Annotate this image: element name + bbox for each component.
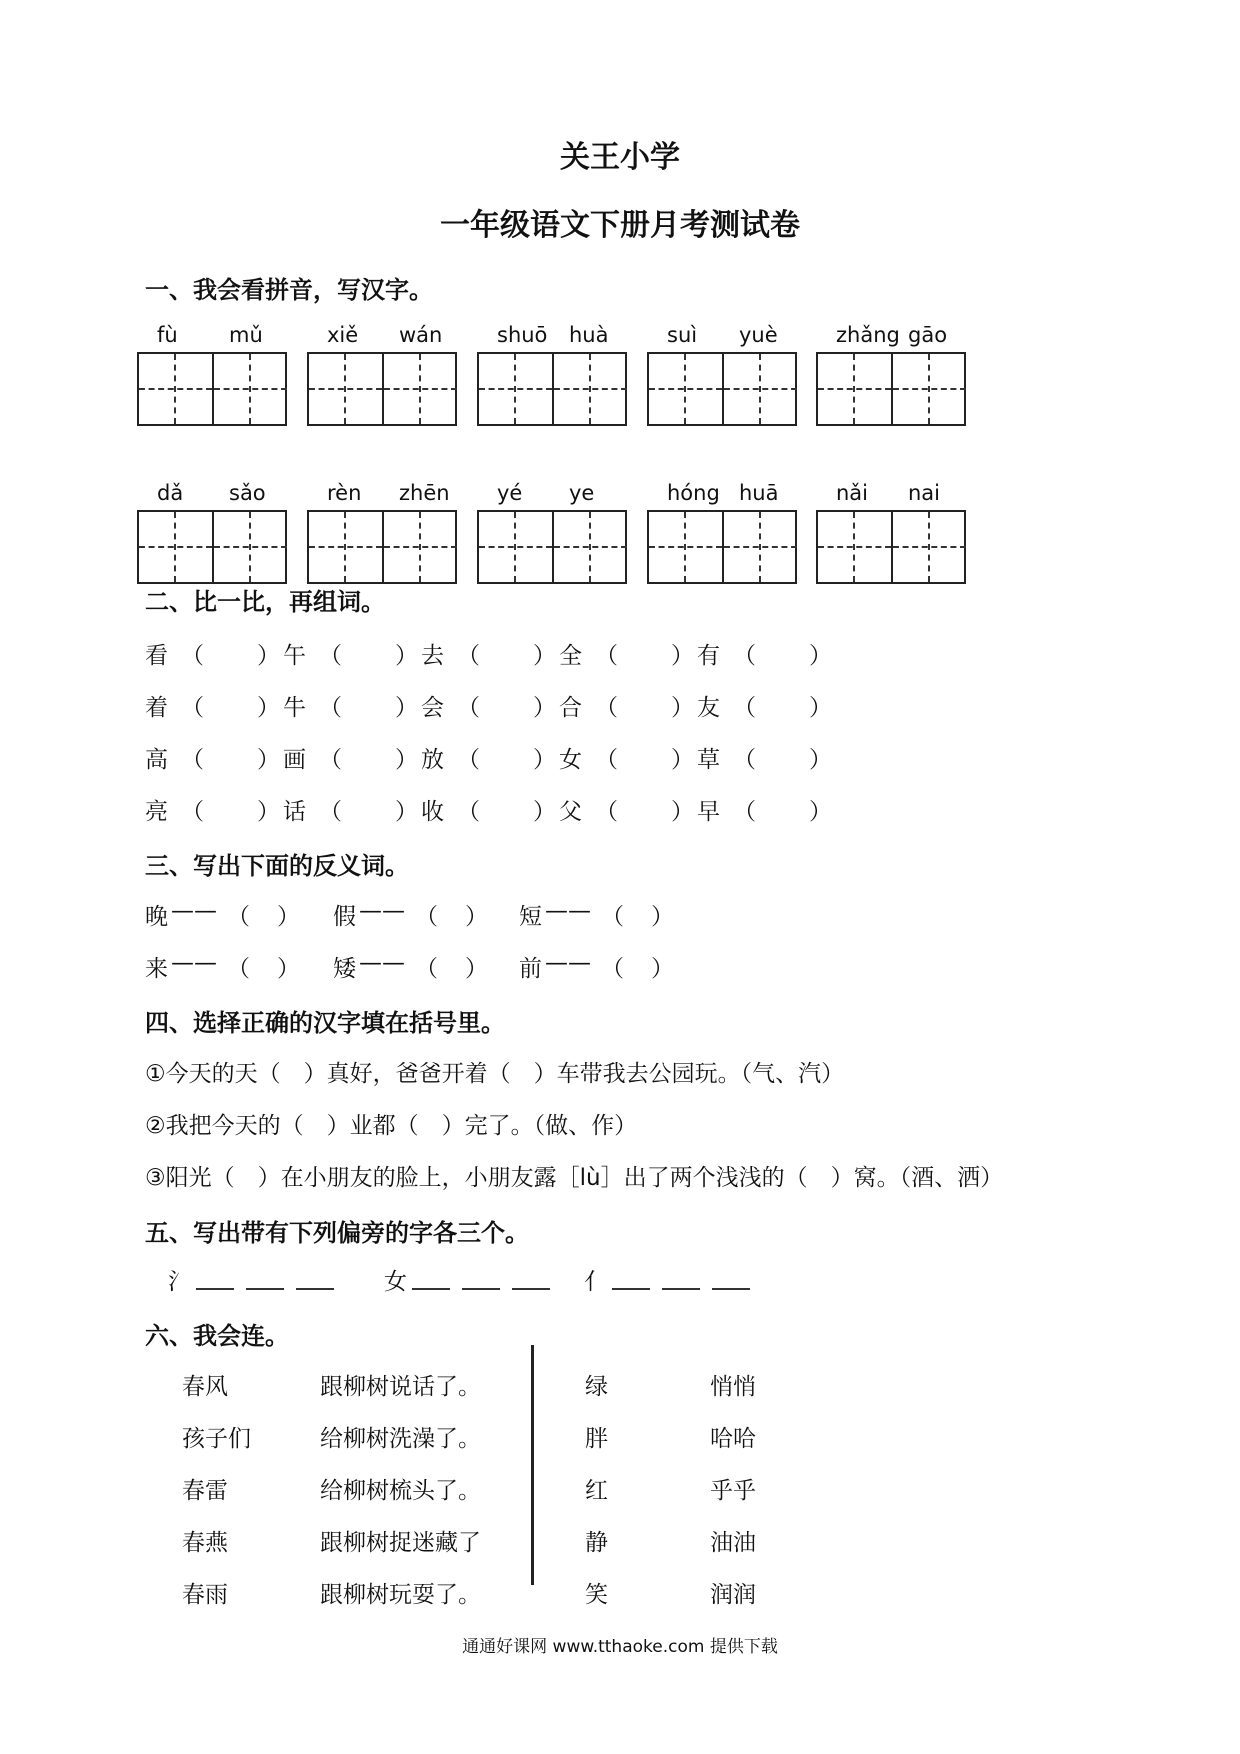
open-paren: （ — [457, 643, 480, 669]
grid-guide-v — [853, 512, 855, 582]
grid-cell — [139, 512, 212, 582]
match-subject: 春风 — [182, 1374, 228, 1400]
grid-cell — [893, 354, 966, 424]
grid-cell — [554, 354, 627, 424]
open-paren: （ — [319, 695, 342, 721]
pinyin-label: xiě — [327, 323, 359, 347]
close-paren: ） — [257, 643, 280, 669]
section-3-heading: 三、写出下面的反义词。 — [145, 852, 409, 880]
char-label: 话 — [283, 799, 306, 825]
open-paren: （ — [415, 956, 438, 982]
close-paren: ） — [809, 747, 832, 773]
close-paren: ） — [533, 643, 556, 669]
section-1-heading: 一、我会看拼音，写汉字。 — [145, 276, 433, 304]
open-paren: （ — [227, 956, 250, 982]
answer-blank[interactable] — [512, 1288, 550, 1290]
pinyin-label: yé — [497, 481, 523, 505]
grid-cell — [893, 512, 966, 582]
grid-guide-v — [419, 354, 421, 424]
grid-guide-v — [249, 354, 251, 424]
close-paren: ） — [809, 695, 832, 721]
close-paren: ） — [533, 747, 556, 773]
grid-cell — [384, 512, 457, 582]
match-adjective: 胖 — [585, 1426, 608, 1452]
grid-cell — [724, 354, 797, 424]
char-label: 放 — [421, 747, 444, 773]
writing-grid[interactable] — [137, 352, 287, 426]
antonym-char: 矮 — [333, 956, 356, 982]
match-subject: 春雨 — [182, 1582, 228, 1608]
close-paren: ） — [809, 643, 832, 669]
open-paren: （ — [319, 643, 342, 669]
pinyin-label: sǎo — [229, 481, 266, 505]
antonym-char: 来 — [145, 956, 168, 982]
writing-grid[interactable] — [816, 510, 966, 584]
answer-blank[interactable] — [712, 1288, 750, 1290]
writing-grid[interactable] — [137, 510, 287, 584]
writing-grid[interactable] — [816, 352, 966, 426]
open-paren: （ — [181, 695, 204, 721]
char-label: 牛 — [283, 695, 306, 721]
close-paren: ） — [257, 695, 280, 721]
char-label: 收 — [421, 799, 444, 825]
close-paren: ） — [671, 643, 694, 669]
match-predicate: 跟柳树说话了。 — [320, 1374, 481, 1400]
grid-guide-v — [759, 354, 761, 424]
antonym-dash: —— — [359, 950, 405, 976]
section-5-heading: 五、写出带有下列偏旁的字各三个。 — [145, 1219, 529, 1247]
match-adjective: 绿 — [585, 1374, 608, 1400]
close-paren: ） — [533, 695, 556, 721]
grid-cell — [309, 512, 382, 582]
writing-grid[interactable] — [307, 352, 457, 426]
antonym-char: 假 — [333, 904, 356, 930]
close-paren: ） — [277, 956, 300, 982]
grid-cell — [649, 354, 722, 424]
close-paren: ） — [651, 956, 674, 982]
grid-guide-v — [174, 354, 176, 424]
match-adjective: 静 — [585, 1530, 608, 1556]
match-predicate: 给柳树洗澡了。 — [320, 1426, 481, 1452]
close-paren: ） — [671, 747, 694, 773]
char-label: 友 — [697, 695, 720, 721]
open-paren: （ — [181, 643, 204, 669]
answer-blank[interactable] — [662, 1288, 700, 1290]
grid-cell — [309, 354, 382, 424]
char-label: 会 — [421, 695, 444, 721]
open-paren: （ — [733, 799, 756, 825]
match-suffix: 油油 — [710, 1530, 756, 1556]
close-paren: ） — [465, 956, 488, 982]
section-6-heading: 六、我会连。 — [145, 1322, 289, 1350]
writing-grid[interactable] — [307, 510, 457, 584]
grid-guide-v — [589, 354, 591, 424]
antonym-char: 晚 — [145, 904, 168, 930]
match-suffix: 乎乎 — [710, 1478, 756, 1504]
match-predicate: 给柳树梳头了。 — [320, 1478, 481, 1504]
antonym-dash: —— — [171, 950, 217, 976]
pinyin-label: huà — [569, 323, 609, 347]
answer-blank[interactable] — [412, 1288, 450, 1290]
char-label: 画 — [283, 747, 306, 773]
pinyin-label: nai — [908, 481, 941, 505]
open-paren: （ — [595, 643, 618, 669]
open-paren: （ — [319, 747, 342, 773]
grid-cell — [554, 512, 627, 582]
char-label: 看 — [145, 643, 168, 669]
pinyin-label: zhǎng — [836, 323, 900, 347]
close-paren: ） — [257, 799, 280, 825]
match-suffix: 悄悄 — [710, 1374, 756, 1400]
grid-guide-v — [249, 512, 251, 582]
close-paren: ） — [277, 904, 300, 930]
match-adjective: 笑 — [585, 1582, 608, 1608]
open-paren: （ — [457, 695, 480, 721]
open-paren: （ — [595, 799, 618, 825]
grid-cell — [214, 512, 287, 582]
match-suffix: 哈哈 — [710, 1426, 756, 1452]
pinyin-label: ye — [569, 481, 595, 505]
antonym-dash: —— — [545, 950, 591, 976]
radical-label: 氵 — [168, 1269, 191, 1295]
answer-blank[interactable] — [196, 1288, 234, 1290]
grid-guide-v — [853, 354, 855, 424]
char-label: 女 — [559, 747, 582, 773]
answer-blank[interactable] — [612, 1288, 650, 1290]
pinyin-label: mǔ — [229, 323, 263, 347]
close-paren: ） — [671, 695, 694, 721]
grid-guide-v — [928, 354, 930, 424]
grid-guide-v — [514, 354, 516, 424]
char-label: 父 — [559, 799, 582, 825]
char-label: 全 — [559, 643, 582, 669]
close-paren: ） — [395, 695, 418, 721]
grid-guide-v — [344, 354, 346, 424]
divider-line — [531, 1345, 534, 1585]
pinyin-label: suì — [667, 323, 698, 347]
match-subject: 春燕 — [182, 1530, 228, 1556]
open-paren: （ — [319, 799, 342, 825]
pinyin-label: fù — [157, 323, 178, 347]
open-paren: （ — [595, 747, 618, 773]
writing-grid[interactable] — [647, 510, 797, 584]
grid-cell — [214, 354, 287, 424]
open-paren: （ — [733, 695, 756, 721]
match-subject: 孩子们 — [182, 1426, 251, 1452]
writing-grid[interactable] — [477, 510, 627, 584]
footer-credit: 通通好课网 www.tthaoke.com 提供下载 — [462, 1637, 778, 1657]
open-paren: （ — [595, 695, 618, 721]
char-label: 着 — [145, 695, 168, 721]
pinyin-label: huā — [739, 481, 779, 505]
open-paren: （ — [181, 747, 204, 773]
grid-guide-v — [684, 512, 686, 582]
match-predicate: 跟柳树玩耍了。 — [320, 1582, 481, 1608]
answer-blank[interactable] — [462, 1288, 500, 1290]
open-paren: （ — [415, 904, 438, 930]
antonym-char: 前 — [519, 956, 542, 982]
match-suffix: 润润 — [710, 1582, 756, 1608]
antonym-dash: —— — [171, 898, 217, 924]
writing-grid[interactable] — [477, 352, 627, 426]
grid-cell — [818, 512, 891, 582]
char-label: 有 — [697, 643, 720, 669]
grid-cell — [139, 354, 212, 424]
open-paren: （ — [733, 747, 756, 773]
close-paren: ） — [257, 747, 280, 773]
pinyin-label: wán — [399, 323, 443, 347]
school-name: 关王小学 — [560, 140, 680, 175]
open-paren: （ — [601, 904, 624, 930]
pinyin-label: yuè — [739, 323, 778, 347]
close-paren: ） — [533, 799, 556, 825]
grid-guide-v — [589, 512, 591, 582]
open-paren: （ — [601, 956, 624, 982]
match-adjective: 红 — [585, 1478, 608, 1504]
close-paren: ） — [809, 799, 832, 825]
grid-guide-v — [928, 512, 930, 582]
open-paren: （ — [733, 643, 756, 669]
question-4-1: ①今天的天（ ）真好，爸爸开着（ ）车带我去公园玩。（气、汽） — [145, 1061, 845, 1087]
open-paren: （ — [227, 904, 250, 930]
grid-guide-v — [419, 512, 421, 582]
char-label: 早 — [697, 799, 720, 825]
writing-grid[interactable] — [647, 352, 797, 426]
grid-cell — [724, 512, 797, 582]
char-label: 午 — [283, 643, 306, 669]
antonym-dash: —— — [359, 898, 405, 924]
grid-guide-v — [174, 512, 176, 582]
char-label: 合 — [559, 695, 582, 721]
open-paren: （ — [181, 799, 204, 825]
pinyin-label: zhēn — [399, 481, 450, 505]
grid-cell — [479, 354, 552, 424]
pinyin-label: nǎi — [836, 481, 869, 505]
pinyin-label: shuō — [497, 323, 548, 347]
close-paren: ） — [395, 799, 418, 825]
match-subject: 春雷 — [182, 1478, 228, 1504]
pinyin-label: rèn — [327, 481, 362, 505]
section-2-heading: 二、比一比，再组词。 — [145, 588, 385, 616]
antonym-dash: —— — [545, 898, 591, 924]
antonym-char: 短 — [519, 904, 542, 930]
answer-blank[interactable] — [296, 1288, 334, 1290]
open-paren: （ — [457, 747, 480, 773]
exam-title: 一年级语文下册月考测试卷 — [440, 208, 800, 243]
char-label: 亮 — [145, 799, 168, 825]
close-paren: ） — [395, 643, 418, 669]
grid-guide-v — [514, 512, 516, 582]
char-label: 去 — [421, 643, 444, 669]
close-paren: ） — [671, 799, 694, 825]
char-label: 草 — [697, 747, 720, 773]
radical-label: 亻 — [584, 1269, 607, 1295]
close-paren: ） — [651, 904, 674, 930]
close-paren: ） — [395, 747, 418, 773]
grid-guide-v — [759, 512, 761, 582]
grid-guide-v — [344, 512, 346, 582]
grid-cell — [384, 354, 457, 424]
pinyin-label: gāo — [908, 323, 948, 347]
answer-blank[interactable] — [246, 1288, 284, 1290]
char-label: 高 — [145, 747, 168, 773]
match-predicate: 跟柳树捉迷藏了 — [320, 1530, 481, 1556]
pinyin-label: dǎ — [157, 481, 184, 505]
question-4-3: ③阳光（ ）在小朋友的脸上，小朋友露［lù］出了两个浅浅的（ ）窝。（酒、洒） — [145, 1165, 1004, 1191]
open-paren: （ — [457, 799, 480, 825]
grid-cell — [649, 512, 722, 582]
grid-cell — [818, 354, 891, 424]
section-4-heading: 四、选择正确的汉字填在括号里。 — [145, 1009, 505, 1037]
grid-guide-v — [684, 354, 686, 424]
question-4-2: ②我把今天的（ ）业都（ ）完了。（做、作） — [145, 1113, 638, 1139]
grid-cell — [479, 512, 552, 582]
close-paren: ） — [465, 904, 488, 930]
pinyin-label: hóng — [667, 481, 720, 505]
radical-label: 女 — [384, 1269, 407, 1295]
